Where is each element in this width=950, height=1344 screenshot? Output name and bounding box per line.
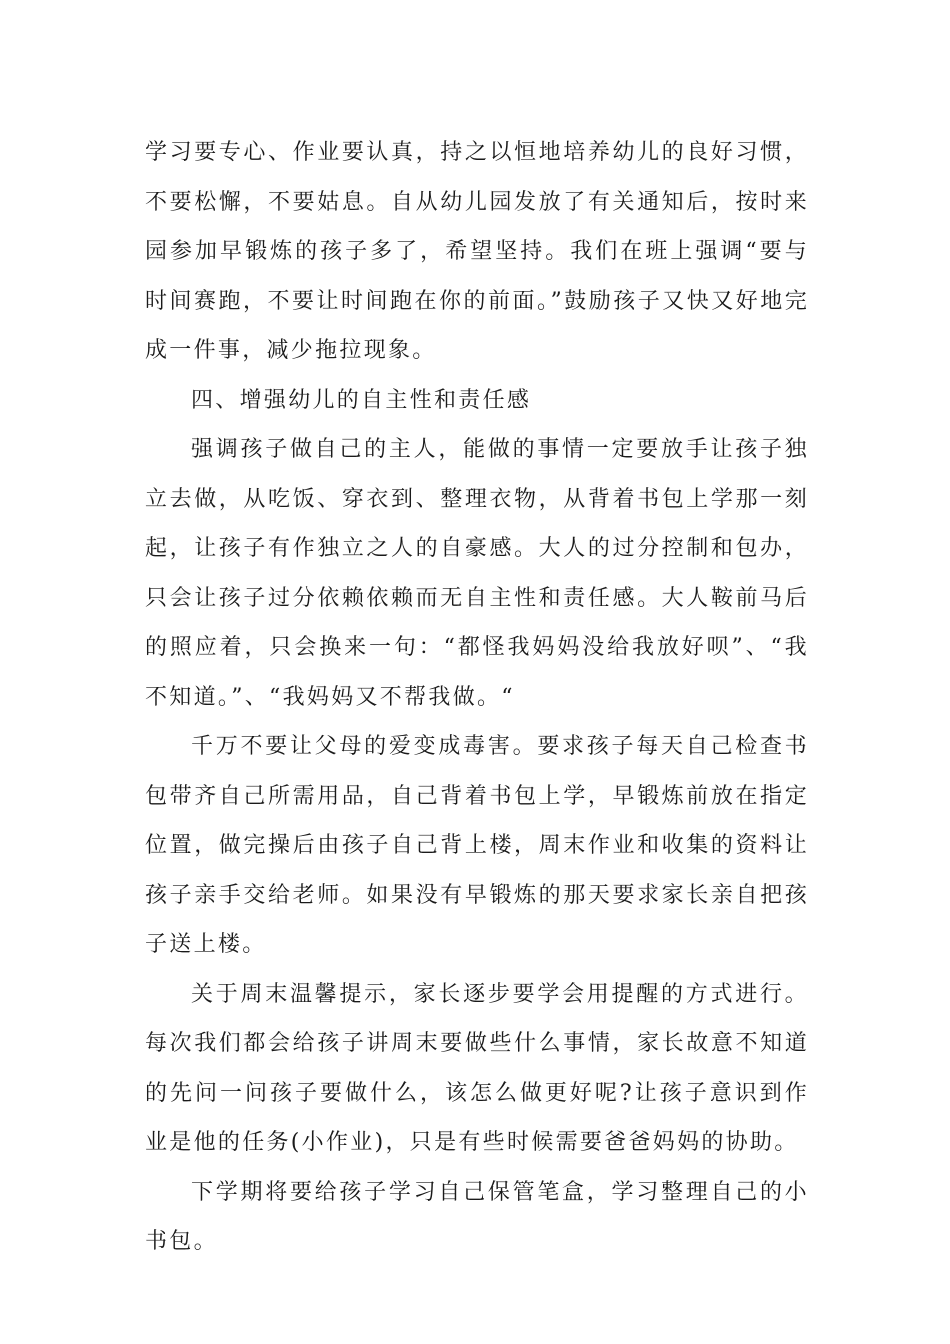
section-heading-autonomy: 四、增强幼儿的自主性和责任感 <box>191 387 532 413</box>
paragraph-habits: 学习要专心、作业要认真，持之以恒地培养幼儿的良好习惯，不要松懈，不要姑息。自从幼儿园发放了有关通知后，按时来园参加早锻炼的孩子多了，希望坚持。我们在班上强调“要与时间赛跑，不要让时间跑在你的前面。”鼓励孩子又快又好地完成一件事，减少拖拉现象。 <box>145 140 809 363</box>
document-body <box>145 128 809 1267</box>
paragraph-parental-love: 千万不要让父母的爱变成毒害。要求孩子每天自己检查书包带齐自己所需用品，自己背着书包上学，早锻炼前放在指定位置，做完操后由孩子自己背上楼，周末作业和收集的资料让孩子亲手交给老师。如果没有早锻炼的那天要求家长亲自把孩子送上楼。 <box>145 734 809 957</box>
paragraph-independence: 强调孩子做自己的主人，能做的事情一定要放手让孩子独立去做，从吃饭、穿衣到、整理衣物，从背着书包上学那一刻起，让孩子有作独立之人的自豪感。大人的过分控制和包办，只会让孩子过分依赖依赖而无自主性和责任感。大人鞍前马后的照应着，只会换来一句：“都怪我妈妈没给我放好呗”、“我不知道。”、“我妈妈又不帮我做。“ <box>145 437 809 710</box>
paragraph-weekend-reminder: 关于周末温馨提示，家长逐步要学会用提醒的方式进行。每次我们都会给孩子讲周末要做些什么事情，家长故意不知道的先问一问孩子要做什么，该怎么做更好呢?让孩子意识到作业是他的任务(小作业)，只是有些时候需要爸爸妈妈的协助。 <box>145 981 809 1155</box>
paragraph-next-semester: 下学期将要给孩子学习自己保管笔盒，学习整理自己的小书包。 <box>145 1179 809 1254</box>
